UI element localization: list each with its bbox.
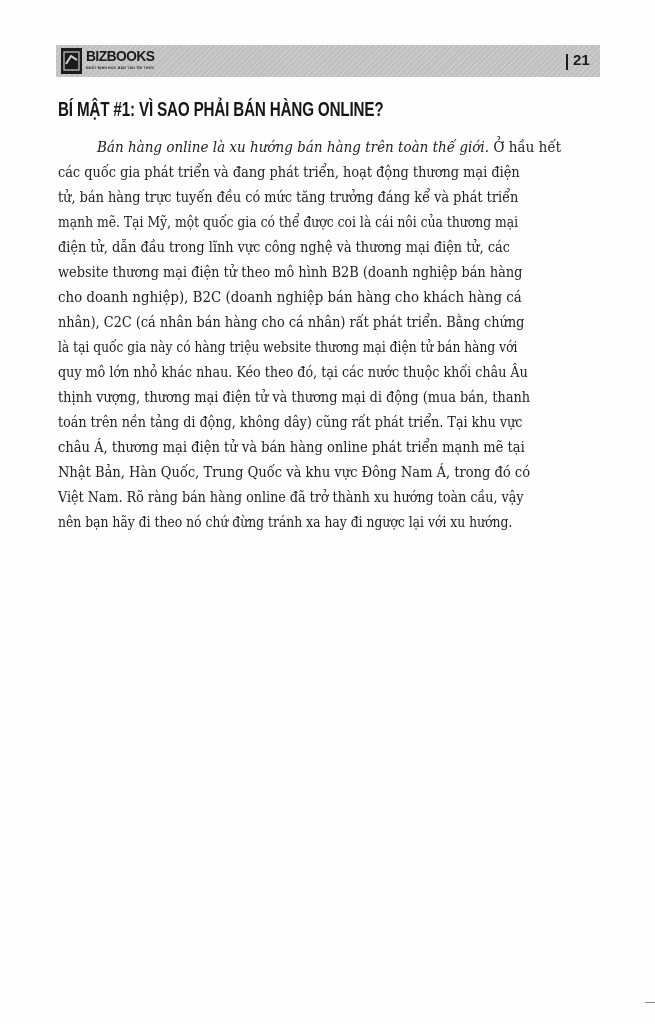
body-line: nên bạn hãy đi theo nó chứ đừng tránh xa hay đi ngược lại với xu hướng. xyxy=(58,514,513,531)
body-line: châu Á, thương mại điện tử và bán hàng online phát triển mạnh mẽ tại xyxy=(58,439,525,456)
body-line: Việt Nam. Rõ ràng bán hàng online đã trở thành xu hướng toàn cầu, vậy xyxy=(58,489,524,506)
brand-tagline: NHẤT ĐỊNH ĐỌC BÁN TẤN TRI THỨC xyxy=(86,66,155,70)
body-line: toán trên nền tảng di động, không dây) cũng rất phát triển. Tại khu vực xyxy=(58,414,523,431)
bizbooks-logo-icon xyxy=(61,48,82,74)
page-number-divider xyxy=(566,54,568,70)
body-line: điện tử, dẫn đầu trong lĩnh vực công nghệ và thương mại điện tử, các xyxy=(58,239,510,256)
lead-continuation: Ở hầu hết xyxy=(489,139,562,156)
body-line-1 xyxy=(97,139,561,156)
body-line: là tại quốc gia này có hàng triệu website thương mại điện tử bán hàng với xyxy=(58,339,518,356)
page-edge-mark xyxy=(645,1002,655,1003)
page-number: 21 xyxy=(573,52,590,69)
body-line: quy mô lớn nhỏ khác nhau. Kéo theo đó, tại các nước thuộc khối châu Âu xyxy=(58,364,528,381)
lead-italic-sentence: Bán hàng online là xu hướng bán hàng trên toàn thế giới. xyxy=(97,139,490,156)
section-title: BÍ MẬT #1: VÌ SAO PHẢI BÁN HÀNG ONLINE? xyxy=(58,98,384,121)
body-line: tử, bán hàng trực tuyến đều có mức tăng trưởng đáng kể và phát triển xyxy=(58,189,519,206)
body-line: thịnh vượng, thương mại điện tử và thương mại di động (mua bán, thanh xyxy=(58,389,531,406)
brand-name: BIZBOOKS xyxy=(86,48,155,65)
body-line: nhân), C2C (cá nhân bán hàng cho cá nhân) rất phát triển. Bằng chứng xyxy=(58,314,525,331)
body-line: Nhật Bản, Hàn Quốc, Trung Quốc và khu vực Đông Nam Á, trong đó có xyxy=(58,464,531,481)
body-line: mạnh mẽ. Tại Mỹ, một quốc gia có thể được coi là cái nôi của thương mại xyxy=(58,214,519,231)
body-line: website thương mại điện tử theo mô hình B2B (doanh nghiệp bán hàng xyxy=(58,264,523,281)
body-line: các quốc gia phát triển và đang phát triển, hoạt động thương mại điện xyxy=(58,164,520,181)
body-line: cho doanh nghiệp), B2C (doanh nghiệp bán hàng cho khách hàng cá xyxy=(58,289,522,306)
